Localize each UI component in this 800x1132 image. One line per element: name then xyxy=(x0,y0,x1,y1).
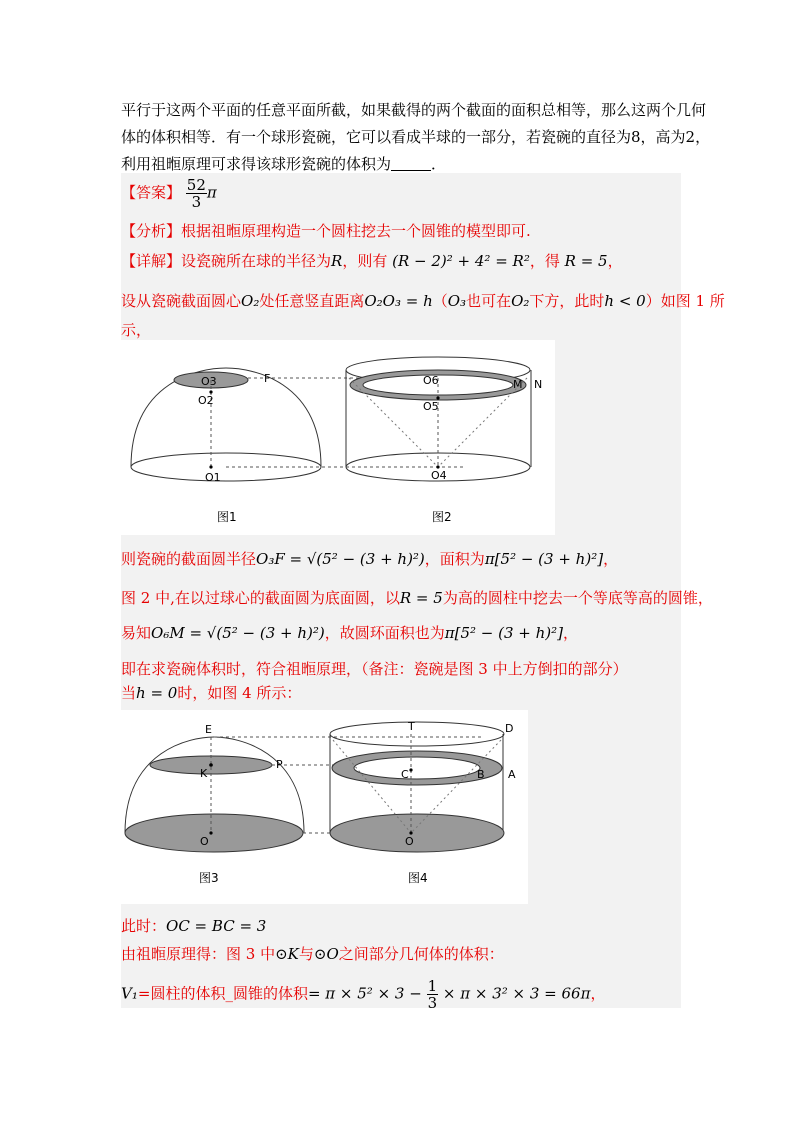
figure-1-2 xyxy=(121,340,555,535)
para7-text-2: 时，如图 4 所示： xyxy=(177,684,302,702)
label-A: A xyxy=(508,768,516,781)
para10-eq-1: = π × 5² × 3 − xyxy=(307,984,427,1003)
para4-line xyxy=(121,587,713,608)
point-O xyxy=(209,831,212,834)
problem-line-3 xyxy=(121,153,446,174)
figure-3-4-svg xyxy=(121,710,528,904)
para3-line xyxy=(121,548,618,569)
para5-end: ， xyxy=(563,624,579,642)
para9-text-3: 之间部分几何体的体积： xyxy=(338,945,504,963)
analysis-tag: 【分析】 xyxy=(121,222,182,240)
detail-text-3: ，得 xyxy=(529,252,560,270)
problem-line-2: 体的体积相等．有一个球形瓷碗，它可以看成半球的一部分，若瓷碗的直径为8，高为2， xyxy=(121,128,711,146)
para3-text-1: 则瓷碗的截面圆半径 xyxy=(121,550,257,568)
label-O3: O3 xyxy=(201,375,217,388)
label-E: E xyxy=(205,723,212,736)
label-C: C xyxy=(401,768,409,781)
para2-O3: O₃ xyxy=(447,292,467,310)
para2-text-6: ）如图 1 所 xyxy=(645,292,725,310)
detail-end: ， xyxy=(607,252,623,270)
label-O2: O2 xyxy=(198,394,214,407)
para5-area-eq: π[5² − (3 + h)²] xyxy=(444,624,564,642)
cylinder4-base xyxy=(330,814,504,852)
para4-text-1: 图 2 中,在以过球心的截面圆为底面圆，以 xyxy=(121,589,400,607)
para10-eq-2: × π × 3² × 3 = 66π xyxy=(438,984,591,1003)
label-O: O xyxy=(200,835,209,848)
para10-minus: _ xyxy=(225,984,233,1003)
para2-text-3: （ xyxy=(432,292,448,310)
para7-eq: h = 0 xyxy=(136,684,178,702)
problem-line-3-text: 利用祖暅原理可求得该球形瓷碗的体积为 xyxy=(121,155,392,173)
label-O1: O1 xyxy=(205,471,221,484)
para2-O2: O₂ xyxy=(241,292,260,310)
para8-line xyxy=(121,915,266,936)
detail-line xyxy=(121,250,623,271)
label-F: F xyxy=(264,372,271,385)
para10-fraction xyxy=(427,978,439,1011)
para9-text-1: 由祖暅原理得：图 3 中 xyxy=(121,945,276,963)
para3-text-2: ，面积为 xyxy=(424,550,485,568)
para2-h-negative: h < 0 xyxy=(604,292,646,310)
analysis-text: 根据祖暅原理构造一个圆柱挖去一个圆锥的模型即可. xyxy=(181,222,531,240)
detail-equation-2: R = 5 xyxy=(564,252,608,270)
detail-equation-1: (R − 2)² + 4² = R² xyxy=(392,252,530,270)
point-O1 xyxy=(209,465,212,468)
para10-line xyxy=(121,978,605,1011)
answer-tag: 【答案】 xyxy=(121,183,182,202)
para10-eqsign: = xyxy=(137,984,151,1003)
para5-text-1: 易知 xyxy=(121,624,152,642)
fig4-caption: 图4 xyxy=(408,871,428,885)
para8-eq: OC = BC = 3 xyxy=(166,917,267,935)
para5-line xyxy=(121,622,578,643)
label-M: M xyxy=(513,378,523,391)
para7-text-1: 当 xyxy=(121,684,137,702)
problem-line-3-end: ． xyxy=(431,155,447,173)
point-K xyxy=(209,763,213,767)
label-O-fig4: O xyxy=(405,835,414,848)
fig1-caption: 图1 xyxy=(217,510,237,524)
para9-circle-O: ⊙O xyxy=(313,945,339,963)
label-D: D xyxy=(505,722,514,735)
para10-cylinder-volume: 圆柱的体积 xyxy=(150,984,226,1003)
answer-numerator: 52 xyxy=(186,176,206,194)
label-O5: O5 xyxy=(423,400,439,413)
para4-text-2: 为高的圆柱中挖去一个等底等高的圆锥， xyxy=(442,589,713,607)
label-B: B xyxy=(477,768,485,781)
para2-line-1 xyxy=(121,290,725,311)
label-K: K xyxy=(200,767,208,780)
para10-end: ， xyxy=(590,984,606,1003)
para10-frac-num: 1 xyxy=(427,977,438,995)
para2-text-5: 下方，此时 xyxy=(529,292,605,310)
answer-line xyxy=(121,177,217,210)
para2-line-2: 示， xyxy=(121,321,152,339)
para2-text-4: 也可在 xyxy=(466,292,512,310)
analysis-line xyxy=(121,220,531,241)
detail-tag: 【详解】 xyxy=(121,252,182,270)
answer-pi: π xyxy=(206,183,217,202)
answer-blank xyxy=(391,157,431,171)
figure-1-2-svg xyxy=(121,340,555,535)
para8-text: 此时： xyxy=(121,917,167,935)
label-P: P xyxy=(276,758,283,771)
para2-text-1: 设从瓷碗截面圆心 xyxy=(121,292,242,310)
cylinder4-top xyxy=(330,722,504,746)
para9-line xyxy=(121,943,504,964)
para10-cone-volume: 圆锥的体积 xyxy=(232,984,308,1003)
para3-area-eq: π[5² − (3 + h)²] xyxy=(484,550,604,568)
para5-text-2: ，故圆环面积也为 xyxy=(324,624,445,642)
detail-text-1: 设瓷碗所在球的半径为 xyxy=(181,252,332,270)
para5-eq: O₆M = √(5² − (3 + h)²) xyxy=(151,624,325,642)
para9-text-2: 与 xyxy=(298,945,314,963)
para9-circle-K: ⊙K xyxy=(275,945,299,963)
para6-line: 即在求瓷碗体积时，符合祖暅原理，（备注：瓷碗是图 3 中上方倒扣的部分） xyxy=(121,660,628,678)
fig2-caption: 图2 xyxy=(432,510,452,524)
point-C xyxy=(409,768,412,771)
label-N: N xyxy=(534,378,543,391)
para2-O2O3: O₂O₃ = h xyxy=(364,292,433,310)
detail-R: R xyxy=(331,252,343,270)
para10-V1: V₁ xyxy=(121,984,138,1003)
para2-text-2: 处任意竖直距离 xyxy=(259,292,365,310)
ring4-inner xyxy=(354,757,480,779)
hemisphere3-base xyxy=(125,814,303,852)
para2-O2b: O₂ xyxy=(511,292,530,310)
para10-frac-den: 3 xyxy=(427,994,438,1012)
para3-end: ， xyxy=(603,550,619,568)
figure-3-4 xyxy=(121,710,528,904)
problem-line-1: 平行于这两个平面的任意平面所截，如果截得的两个截面的面积总相等，那么这两个几何 xyxy=(121,101,707,119)
para4-eq: R = 5 xyxy=(399,589,443,607)
para3-radius-eq: O₃F = √(5² − (3 + h)²) xyxy=(256,550,425,568)
label-O6: O6 xyxy=(423,374,439,387)
fig3-caption: 图3 xyxy=(199,871,219,885)
answer-denominator: 3 xyxy=(191,193,202,211)
label-T: T xyxy=(408,720,415,733)
detail-text-2: ，则有 xyxy=(342,252,388,270)
answer-fraction xyxy=(186,177,207,210)
para7-line xyxy=(121,682,301,703)
label-O4: O4 xyxy=(431,469,447,482)
